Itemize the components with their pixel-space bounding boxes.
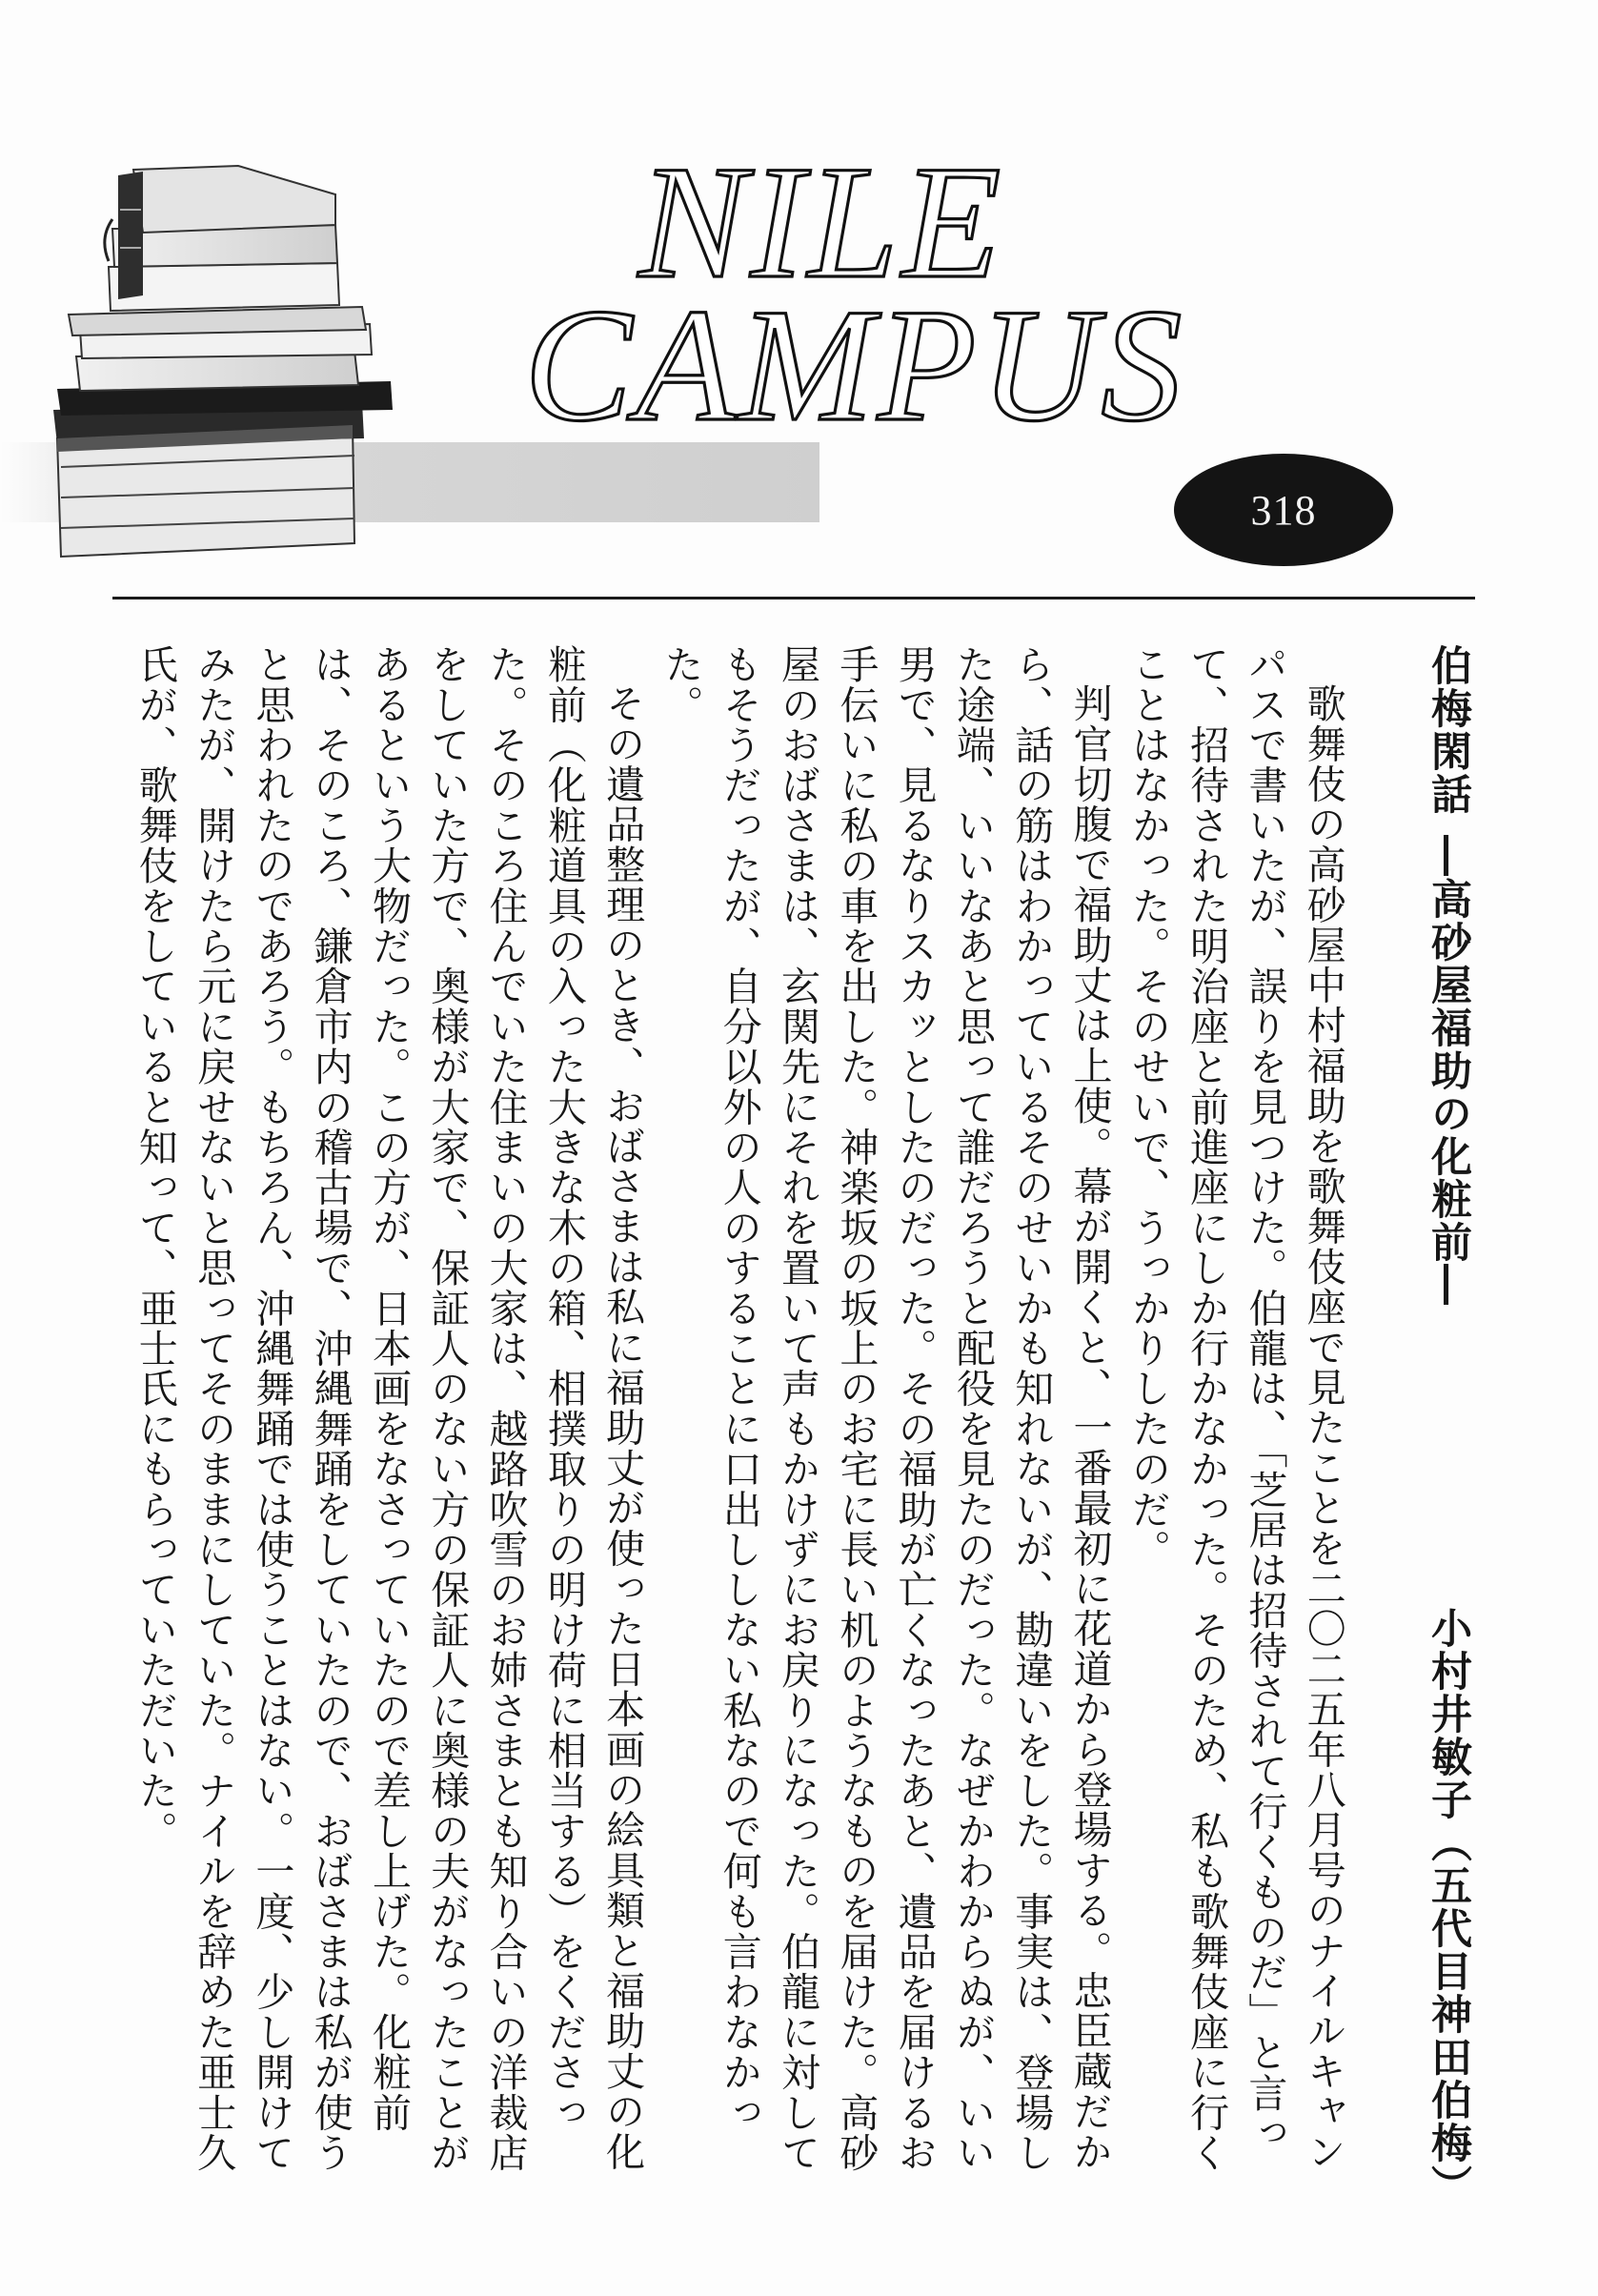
header-divider [112, 597, 1475, 599]
issue-number-badge [1174, 454, 1393, 566]
article-paragraph: 判官切腹で福助丈は上使。幕が開くと、一番最初に花道から登場する。忠臣蔵だから、話の筋はわかっているそのせいかも知れないが、勘違いをした。事実は、登場した途端、いいなあと思って誰だろうと配役を見たのだった。なぜかわからぬが、いい男で、見るなりスカッとしたのだった。その福助が亡くなったあと、遺品を届けるお手伝いに私の車を出した。神楽坂の坂上のお宅に長い机のようなものを届けた。高砂屋のおばさまは、玄関先にそれを置いて声もかけずにお戻りになった。伯龍に対してもそうだったが、自分以外の人のすることに口出ししない私なので何も言わなかった。 [657, 644, 1113, 2173]
article-author: 小村井敏子（五代目神田伯梅） [1425, 1607, 1472, 2207]
article-paragraph: 歌舞伎の高砂屋中村福助を歌舞伎座で見たことを二〇二五年八月号のナイルキャンパスで書いたが、誤りを見つけた。伯龍は、「芝居は招待されて行くものだ」と言って、招待された明治座と前進座にしか行かなかった。そのため、私も歌舞伎座に行くことはなかった。そのせいで、うっかりしたのだ。 [1124, 644, 1346, 2173]
article-text [125, 644, 1351, 2207]
issue-number: 318 [1250, 486, 1317, 534]
masthead [496, 132, 1186, 455]
article-body [131, 644, 1477, 2207]
article-subtitle: ―高砂屋福助の化粧前― [1425, 835, 1472, 1307]
article-heading [1419, 644, 1477, 2207]
article-title-main: 伯梅閑話 [1425, 644, 1472, 816]
masthead-line1: NILE [638, 132, 1005, 312]
masthead-line2: CAMPUS [524, 275, 1186, 455]
article-paragraph: その遺品整理のとき、おばさまは私に福助丈が使った日本画の絵具類と福助丈の化粧前（化粧道具の入った大きな木の箱、相撲取りの明け荷に相当する）をくださった。そのころ住んでいた住まいの大家は、越路吹雪のお姉さまとも知り合いの洋裁店をしていた方で、奥様が大家で、保証人のない方の保証人に奥様の夫がなったことがあるという大物だった。この方が、日本画をなさっていたので差し上げた。化粧前は、そのころ、鎌倉市内の稽古場で、沖縄舞踊をしていたので、おばさまは私が使うと思われたのであろう。もちろん、沖縄舞踊では使うことはない。一度、少し開けてみたが、開けたら元に戻せないと思ってそのままにしていた。ナイルを辞めた亜士久氏が、歌舞伎をしていると知って、亜士氏にもらっていただいた。 [131, 644, 646, 2173]
article-title [1419, 644, 1477, 1307]
